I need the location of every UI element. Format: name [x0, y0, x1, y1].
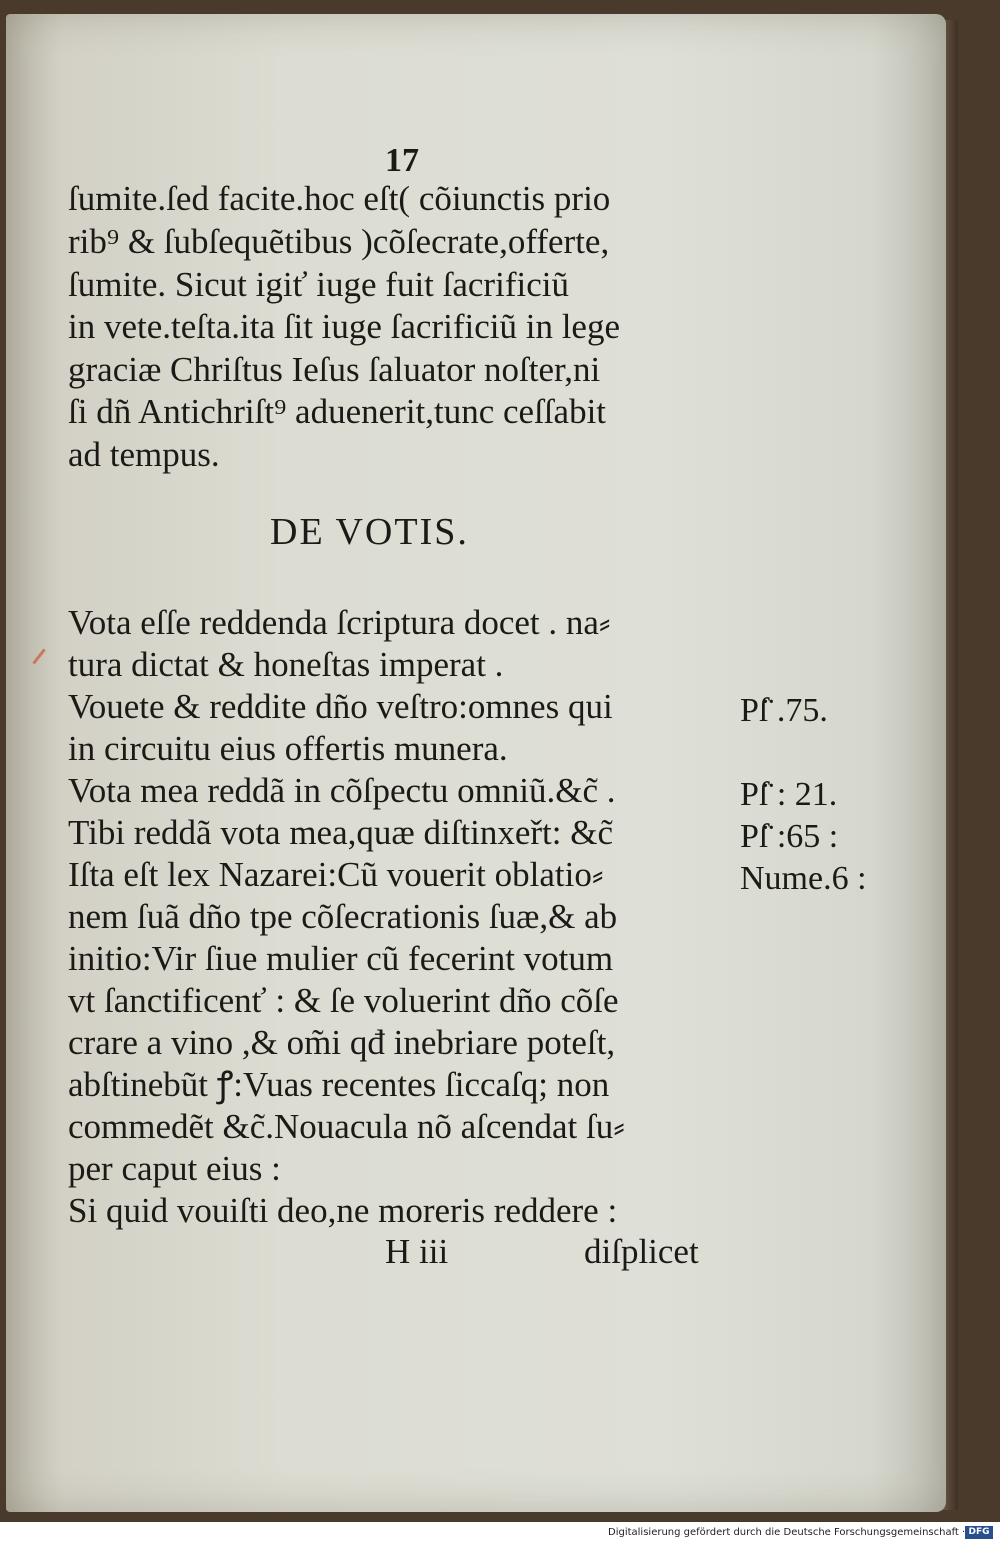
catchword: diſplicet: [584, 1232, 699, 1271]
signature-mark: H iii: [385, 1232, 449, 1271]
text-line: vt ſanctificenť : & ſe voluerint dño cõſe: [68, 981, 619, 1020]
marginal-reference: Pſ̈ :65 :: [740, 818, 839, 855]
text-line: ſumite.ſed facite.hoc eſt( cõiunctis prio: [68, 179, 611, 218]
text-line: per caput eius :: [68, 1149, 281, 1188]
page-number: 17: [385, 142, 419, 179]
text-line: Iſta eſt lex Nazarei:Cũ vouerit oblatio⸗: [68, 855, 604, 894]
dfg-logo: DFG: [965, 1526, 993, 1539]
text-line: Si quid vouiſti deo,ne moreris reddere :: [68, 1191, 618, 1230]
text-line: commedẽt &c̃.Nouacula nõ aſcendat ſu⸗: [68, 1107, 625, 1146]
text-line: ſi dñ Antichriſt⁹ aduenerit,tunc ceſſabit: [68, 392, 607, 431]
text-line: crare a vino ,& om̃i qđ inebriare poteſt,: [68, 1023, 616, 1062]
marginal-reference: Pſ̈ .75.: [740, 692, 828, 729]
text-line: tura dictat & honeſtas imperat .: [68, 645, 504, 684]
text-line: initio:Vir ſiue mulier cũ fecerint votum: [68, 939, 614, 978]
footer-credit: Digitalisierung gefördert durch die Deutsche Forschungsgemeinschaft ·: [608, 1527, 966, 1538]
text-line: in circuitu eius offertis munera.: [68, 729, 508, 768]
text-line: graciæ Chriſtus Ieſus ſaluator noſter,ni: [68, 350, 601, 389]
text-line: abſtinebũt ꝭ:Vuas recentes ſiccaſq; non: [68, 1065, 610, 1104]
text-line: in vete.teſta.ita ſit iuge ſacrificiũ in lege: [68, 307, 621, 346]
marginal-reference: Pſ̈ : 21.: [740, 776, 838, 813]
text-line: nem ſuã dño tpe cõſecrationis ſuæ,& ab: [68, 897, 618, 936]
text-line: Vouete & reddite dño veſtro:omnes qui: [68, 687, 613, 726]
text-line: Vota mea reddã in cõſpectu omniũ.&c̃ .: [68, 771, 616, 810]
marginal-reference: Nume.6 :: [740, 860, 867, 897]
text-line: Tibi reddã vota mea,quæ diſtinxeřt: &c̃: [68, 813, 614, 852]
text-line: ad tempus.: [68, 435, 220, 474]
text-line: rib⁹ & ſubſequẽtibus )cõſecrate,offerte,: [68, 222, 610, 261]
section-heading: DE VOTIS.: [270, 511, 469, 553]
text-line: Vota eſſe reddenda ſcriptura docet . na⸗: [68, 603, 611, 642]
text-line: ſumite. Sicut igiť iuge fuit ſacrificiũ: [68, 265, 569, 304]
